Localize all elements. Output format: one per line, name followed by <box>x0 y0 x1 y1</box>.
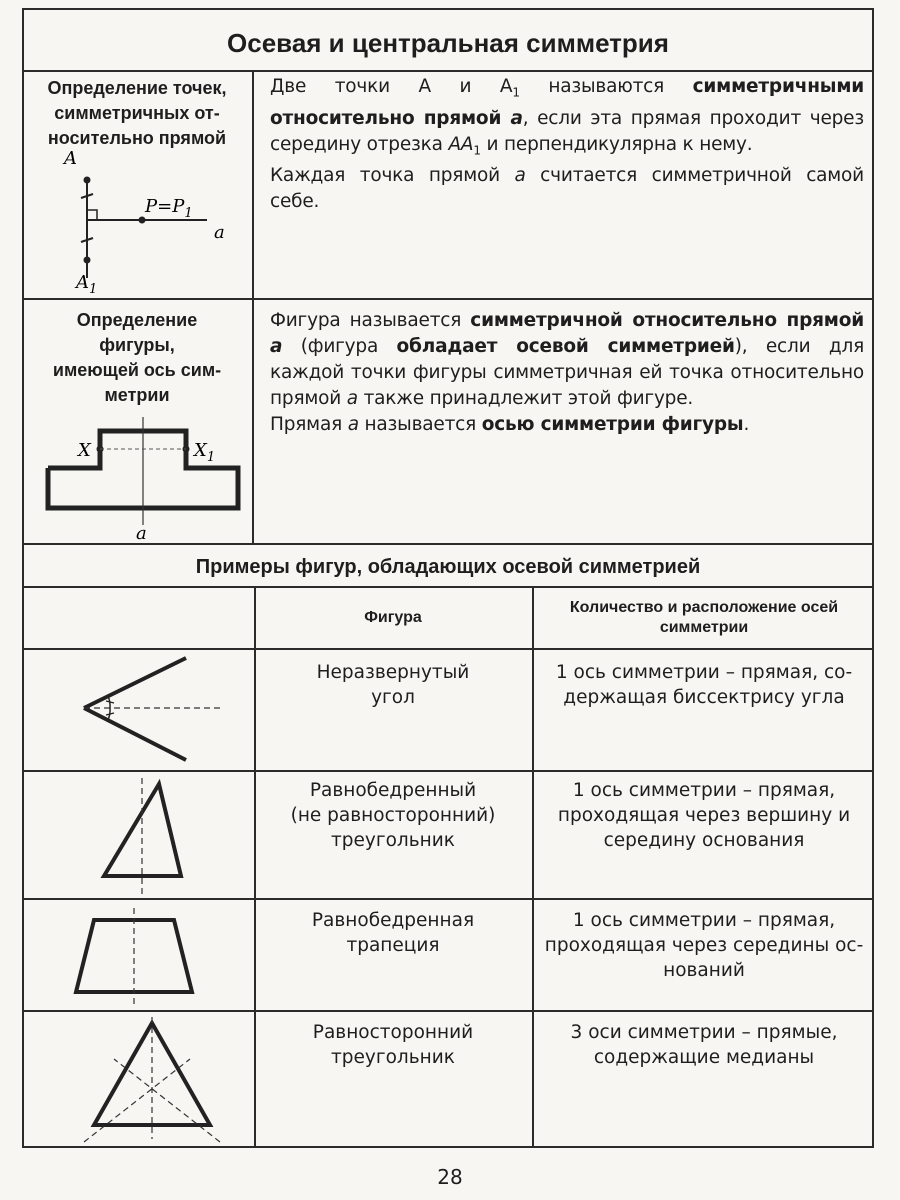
row1-heading-line: носительно прямой <box>47 128 227 148</box>
example-name-angle: Неразвернутый угол <box>316 662 470 708</box>
point-a-dot <box>84 177 91 184</box>
angle-figure <box>62 652 242 768</box>
row2-para2: Прямая a называется осью симметрии фигуры. <box>270 414 750 435</box>
title-divider <box>22 70 874 72</box>
row1-heading <box>26 76 248 151</box>
row1-definition <box>270 74 864 215</box>
row2-heading-line: имеющей ось сим- <box>52 360 222 380</box>
point-a1-dot <box>84 257 91 264</box>
example-name-equilateral-triangle: Равносторонний треугольник <box>312 1022 474 1068</box>
equilateral-triangle-figure <box>72 1013 232 1145</box>
page-title: Осевая и центральная симметрия <box>227 27 669 58</box>
example-row-divider <box>22 898 874 900</box>
row2-para1: Фигура называется симметричной относительно прямой a (фигура обладает осевой симметрией), если для каждой точки фигуры симметричная ей точка относительно прямой a также принадлежит этой фигуре. <box>270 310 864 409</box>
example-name-trapezoid: Равнобедренная трапеция <box>311 910 475 956</box>
isosceles-trapezoid-figure <box>62 904 242 1008</box>
table-header-bottom <box>22 648 874 650</box>
row1-divider <box>252 70 254 298</box>
col-header-axes: Количество и расположение осей симметрии <box>569 599 839 636</box>
right-angle-mark <box>87 210 97 220</box>
example-axes-trapezoid: 1 ось симметрии – прямая, проходящая через середины ос- нований <box>544 910 864 981</box>
label-a1: $A_1$ <box>76 272 98 297</box>
isosceles-triangle-figure <box>82 774 222 896</box>
row2-heading <box>26 308 248 408</box>
row2-heading-line: Определение <box>76 310 198 330</box>
row1-para1: Две точки A и $A_1$ называются симметричными относительно прямой a, если эта прямая проходит через середину отрезка $AA_1$ и перпендикулярна к нему. <box>270 76 864 158</box>
row2-divider <box>252 298 254 543</box>
page <box>22 8 874 1148</box>
label-axis-a: a <box>136 523 147 543</box>
example-row-divider <box>22 770 874 772</box>
label-a: A <box>64 150 77 169</box>
example-axes-angle: 1 ось симметрии – прямая, со- держащая биссектрису угла <box>555 662 853 708</box>
examples-heading-bottom <box>22 586 874 588</box>
example-row-divider <box>22 1010 874 1012</box>
row1-para2: Каждая точка прямой a считается симметричной самой себе. <box>270 165 865 213</box>
page-number: 28 <box>437 1165 463 1189</box>
example-axes-isosceles-triangle: 1 ось симметрии – прямая, проходящая через вершину и середину основания <box>557 780 851 851</box>
label-x1: $X_1$ <box>194 440 216 465</box>
row1-heading-line: симметричных от- <box>54 103 220 123</box>
label-line-a: a <box>214 222 225 243</box>
point-p-dot <box>139 217 146 224</box>
row2-heading-line: метрии <box>104 385 170 405</box>
label-x: X <box>78 440 91 461</box>
row2-definition <box>270 308 864 438</box>
symmetric-figure-diagram <box>38 413 250 543</box>
examples-heading: Примеры фигур, обладающих осевой симметрией <box>195 556 701 578</box>
row1-heading-line: Определение точек, <box>47 78 227 98</box>
example-name-isosceles-triangle: Равнобедренный (не равносторонний) треугольник <box>290 780 496 851</box>
label-p: $P=P_1$ <box>145 196 193 221</box>
col-header-figure: Фигура <box>364 609 422 626</box>
row2-bottom <box>22 543 874 545</box>
point-symmetry-diagram <box>42 150 242 298</box>
example-axes-equilateral-triangle: 3 оси симметрии – прямые, содержащие медианы <box>570 1022 838 1068</box>
row1-bottom <box>22 298 874 300</box>
row2-heading-line: фигуры, <box>99 335 175 355</box>
